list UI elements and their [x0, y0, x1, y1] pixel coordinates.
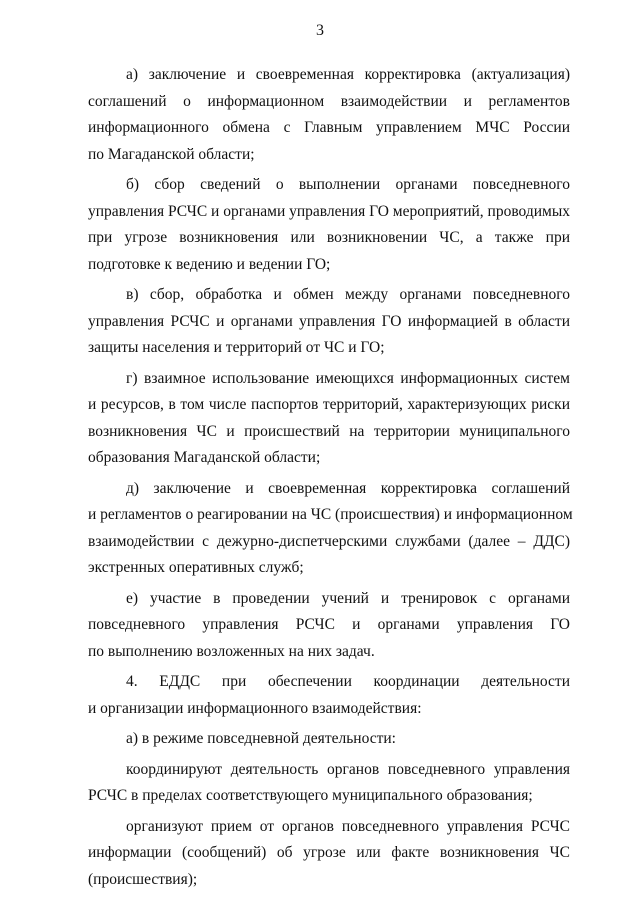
- paragraph-line: и регламентов о реагировании на ЧС (происшествия) и информационном: [88, 506, 573, 523]
- paragraph-line: (происшествия);: [88, 870, 198, 888]
- paragraph-line: организуют прием от органов повседневного управления РСЧС: [126, 817, 570, 835]
- paragraph-line: возникновения ЧС и происшествий на территории муниципального: [88, 422, 570, 440]
- paragraph-line: по Магаданской области;: [88, 145, 255, 163]
- paragraph-line: информации (сообщений) об угрозе или факте возникновения ЧС: [88, 844, 570, 861]
- paragraph: [88, 757, 570, 810]
- paragraph: [88, 586, 570, 666]
- paragraph-line: координируют деятельность органов повседневного управления: [126, 760, 570, 778]
- paragraph-line: и ресурсов, в том числе паспортов территорий, характеризующих риски: [88, 396, 570, 413]
- paragraph-line: управления РСЧС и органами управления ГО информацией в области: [88, 312, 570, 330]
- paragraph-line: а) заключение и своевременная корректировка (актуализация): [126, 66, 570, 83]
- paragraph-line: д) заключение и своевременная корректировка соглашений: [126, 479, 570, 497]
- paragraph: [88, 726, 570, 753]
- paragraph: [88, 172, 570, 278]
- paragraph-line: а) в режиме повседневной деятельности:: [126, 730, 396, 747]
- paragraph: [88, 669, 570, 722]
- paragraph-line: экстренных оперативных служб;: [88, 559, 304, 576]
- paragraph-line: и организации информационного взаимодействия:: [88, 699, 422, 717]
- paragraph-line: в) сбор, обработка и обмен между органами повседневного: [126, 286, 570, 303]
- paragraph-line: по выполнению возложенных на них задач.: [88, 642, 375, 660]
- paragraph-line: 4. ЕДДС при обеспечении координации деятельности: [126, 673, 570, 690]
- paragraph: [88, 366, 570, 472]
- paragraph-line: б) сбор сведений о выполнении органами повседневного: [126, 176, 570, 193]
- paragraph: [88, 476, 573, 582]
- paragraph: [88, 282, 570, 362]
- paragraph-line: подготовке к ведению и ведении ГО;: [88, 255, 331, 273]
- paragraph: [88, 814, 570, 894]
- paragraph: [88, 62, 570, 168]
- paragraph-line: управления РСЧС и органами управления ГО мероприятий, проводимых: [88, 202, 570, 220]
- paragraph-line: образования Магаданской области;: [88, 449, 321, 466]
- paragraph-line: РСЧС в пределах соответствующего муниципального образования;: [88, 787, 533, 804]
- paragraph-line: е) участие в проведении учений и тренировок с органами: [126, 589, 570, 607]
- paragraph-line: г) взаимное использование имеющихся информационных систем: [126, 369, 570, 387]
- paragraph-line: информационного обмена с Главным управлением МЧС России: [88, 119, 570, 136]
- paragraph-line: взаимодействии с дежурно-диспетчерскими службами (далее – ДДС): [88, 532, 570, 550]
- page-number: 3: [316, 22, 324, 39]
- paragraph-line: соглашений о информационном взаимодействии и регламентов: [88, 92, 570, 110]
- document-body: [88, 62, 573, 897]
- paragraph-line: защиты населения и территорий от ЧС и ГО;: [88, 339, 385, 356]
- paragraph-line: при угрозе возникновения или возникновении ЧС, а также при: [88, 229, 570, 246]
- paragraph-line: повседневного управления РСЧС и органами управления ГО: [88, 616, 570, 633]
